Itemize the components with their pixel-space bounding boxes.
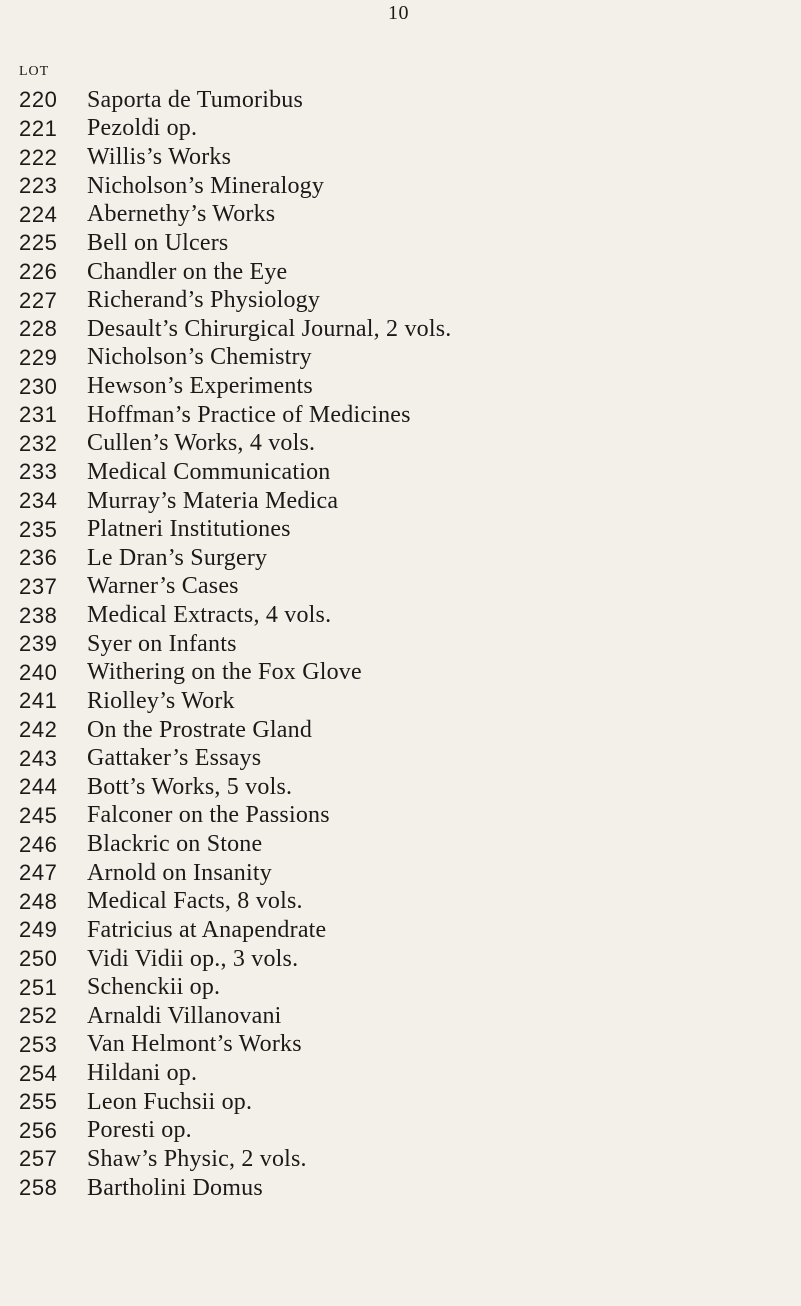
lot-entry (19, 1174, 799, 1203)
lot-title: Warner’s Cases (87, 573, 239, 600)
lot-title: Saporta de Tumoribus (87, 86, 304, 113)
lot-number: 221 (19, 115, 58, 141)
lot-number: 248 (19, 888, 58, 914)
lot-entry (19, 344, 799, 373)
lot-number: 250 (19, 946, 58, 972)
lot-entry (19, 229, 799, 258)
lot-entry (19, 888, 799, 917)
lot-entry (19, 916, 799, 945)
lot-number: 237 (19, 573, 58, 599)
lot-number: 238 (19, 602, 58, 628)
lot-title: Medical Facts, 8 vols. (87, 888, 303, 915)
lot-title: Bott’s Works, 5 vols. (87, 773, 293, 800)
lot-title: Bell on Ulcers (87, 229, 229, 256)
lot-number: 252 (19, 1003, 58, 1029)
lot-entry (19, 945, 799, 974)
lot-entry (19, 573, 799, 602)
lot-number: 236 (19, 545, 58, 571)
lot-entry (19, 802, 799, 831)
lot-entry (19, 544, 799, 573)
lot-number: 255 (19, 1089, 58, 1115)
lot-entry (19, 1117, 799, 1146)
lot-title: Le Dran’s Surgery (87, 544, 268, 571)
lot-title: Platneri Institutiones (87, 516, 291, 543)
lot-number: 228 (19, 316, 58, 342)
lot-title: Arnaldi Villanovani (87, 1002, 282, 1029)
lot-catalog-list (19, 86, 799, 1202)
lot-number: 235 (19, 516, 58, 542)
lot-column-header: LOT (19, 64, 50, 79)
lot-entry (19, 315, 799, 344)
lot-entry (19, 1145, 799, 1174)
lot-entry (19, 601, 799, 630)
lot-entry (19, 143, 799, 172)
lot-number: 242 (19, 717, 58, 743)
lot-number: 251 (19, 974, 58, 1000)
lot-entry (19, 1088, 799, 1117)
lot-entry (19, 859, 799, 888)
lot-title: Gattaker’s Essays (87, 745, 262, 772)
lot-title: Hoffman’s Practice of Medicines (87, 401, 411, 428)
lot-title: Blackric on Stone (87, 831, 263, 858)
lot-entry (19, 201, 799, 230)
lot-entry (19, 372, 799, 401)
lot-title: Chandler on the Eye (87, 258, 288, 285)
lot-title: Fatricius at Anapendrate (87, 916, 327, 943)
lot-title: Medical Extracts, 4 vols. (87, 602, 332, 629)
lot-number: 223 (19, 173, 58, 199)
lot-entry (19, 172, 799, 201)
lot-title: Syer on Infants (87, 630, 237, 657)
lot-number: 258 (19, 1175, 58, 1201)
lot-title: Nicholson’s Chemistry (87, 344, 312, 371)
lot-entry (19, 773, 799, 802)
lot-entry (19, 830, 799, 859)
lot-number: 226 (19, 259, 58, 285)
lot-number: 225 (19, 230, 58, 256)
lot-number: 234 (19, 488, 58, 514)
lot-entry (19, 430, 799, 459)
lot-title: Withering on the Fox Glove (87, 659, 362, 686)
lot-number: 245 (19, 802, 58, 828)
lot-title: Falconer on the Passions (87, 802, 330, 829)
lot-entry (19, 487, 799, 516)
lot-number: 231 (19, 402, 58, 428)
lot-entry (19, 286, 799, 315)
lot-number: 240 (19, 659, 58, 685)
lot-title: Desault’s Chirurgical Journal, 2 vols. (87, 315, 452, 342)
lot-title: Poresti op. (87, 1117, 192, 1144)
lot-entry (19, 716, 799, 745)
lot-title: Riolley’s Work (87, 687, 235, 714)
lot-number: 249 (19, 917, 58, 943)
lot-number: 239 (19, 631, 58, 657)
lot-number: 253 (19, 1031, 58, 1057)
lot-number: 227 (19, 287, 58, 313)
lot-title: Murray’s Materia Medica (87, 487, 339, 514)
lot-title: Van Helmont’s Works (87, 1031, 302, 1058)
lot-entry (19, 86, 799, 115)
lot-number: 244 (19, 774, 58, 800)
lot-title: Shaw’s Physic, 2 vols. (87, 1145, 307, 1172)
lot-title: Vidi Vidii op., 3 vols. (87, 945, 299, 972)
lot-title: Richerand’s Physiology (87, 287, 321, 314)
lot-number: 254 (19, 1060, 58, 1086)
lot-title: Hewson’s Experiments (87, 373, 313, 400)
lot-number: 256 (19, 1117, 58, 1143)
lot-title: Willis’s Works (87, 144, 232, 171)
lot-number: 241 (19, 688, 58, 714)
lot-entry (19, 1031, 799, 1060)
lot-entry (19, 973, 799, 1002)
lot-title: Medical Communication (87, 458, 331, 485)
lot-title: Leon Fuchsii op. (87, 1088, 253, 1115)
lot-entry (19, 687, 799, 716)
lot-number: 243 (19, 745, 58, 771)
lot-number: 222 (19, 144, 58, 170)
lot-number: 229 (19, 344, 58, 370)
lot-entry (19, 401, 799, 430)
lot-title: Cullen’s Works, 4 vols. (87, 430, 316, 457)
lot-number: 257 (19, 1146, 58, 1172)
lot-title: Arnold on Insanity (87, 859, 272, 886)
lot-number: 220 (19, 87, 58, 113)
lot-entry (19, 1059, 799, 1088)
lot-entry (19, 744, 799, 773)
lot-number: 230 (19, 373, 58, 399)
lot-title: On the Prostrate Gland (87, 716, 313, 743)
lot-number: 233 (19, 459, 58, 485)
lot-number: 232 (19, 430, 58, 456)
lot-title: Nicholson’s Mineralogy (87, 172, 325, 199)
lot-entry (19, 515, 799, 544)
lot-title: Abernethy’s Works (87, 201, 276, 228)
lot-entry (19, 630, 799, 659)
lot-entry (19, 115, 799, 144)
lot-title: Bartholini Domus (87, 1174, 263, 1201)
lot-number: 247 (19, 860, 58, 886)
lot-entry (19, 1002, 799, 1031)
lot-title: Pezoldi op. (87, 115, 198, 142)
lot-number: 224 (19, 201, 58, 227)
lot-title: Schenckii op. (87, 974, 221, 1001)
lot-title: Hildani op. (87, 1060, 198, 1087)
lot-entry (19, 458, 799, 487)
lot-entry (19, 659, 799, 688)
lot-number: 246 (19, 831, 58, 857)
page-number: 10 (388, 2, 409, 24)
lot-entry (19, 258, 799, 287)
